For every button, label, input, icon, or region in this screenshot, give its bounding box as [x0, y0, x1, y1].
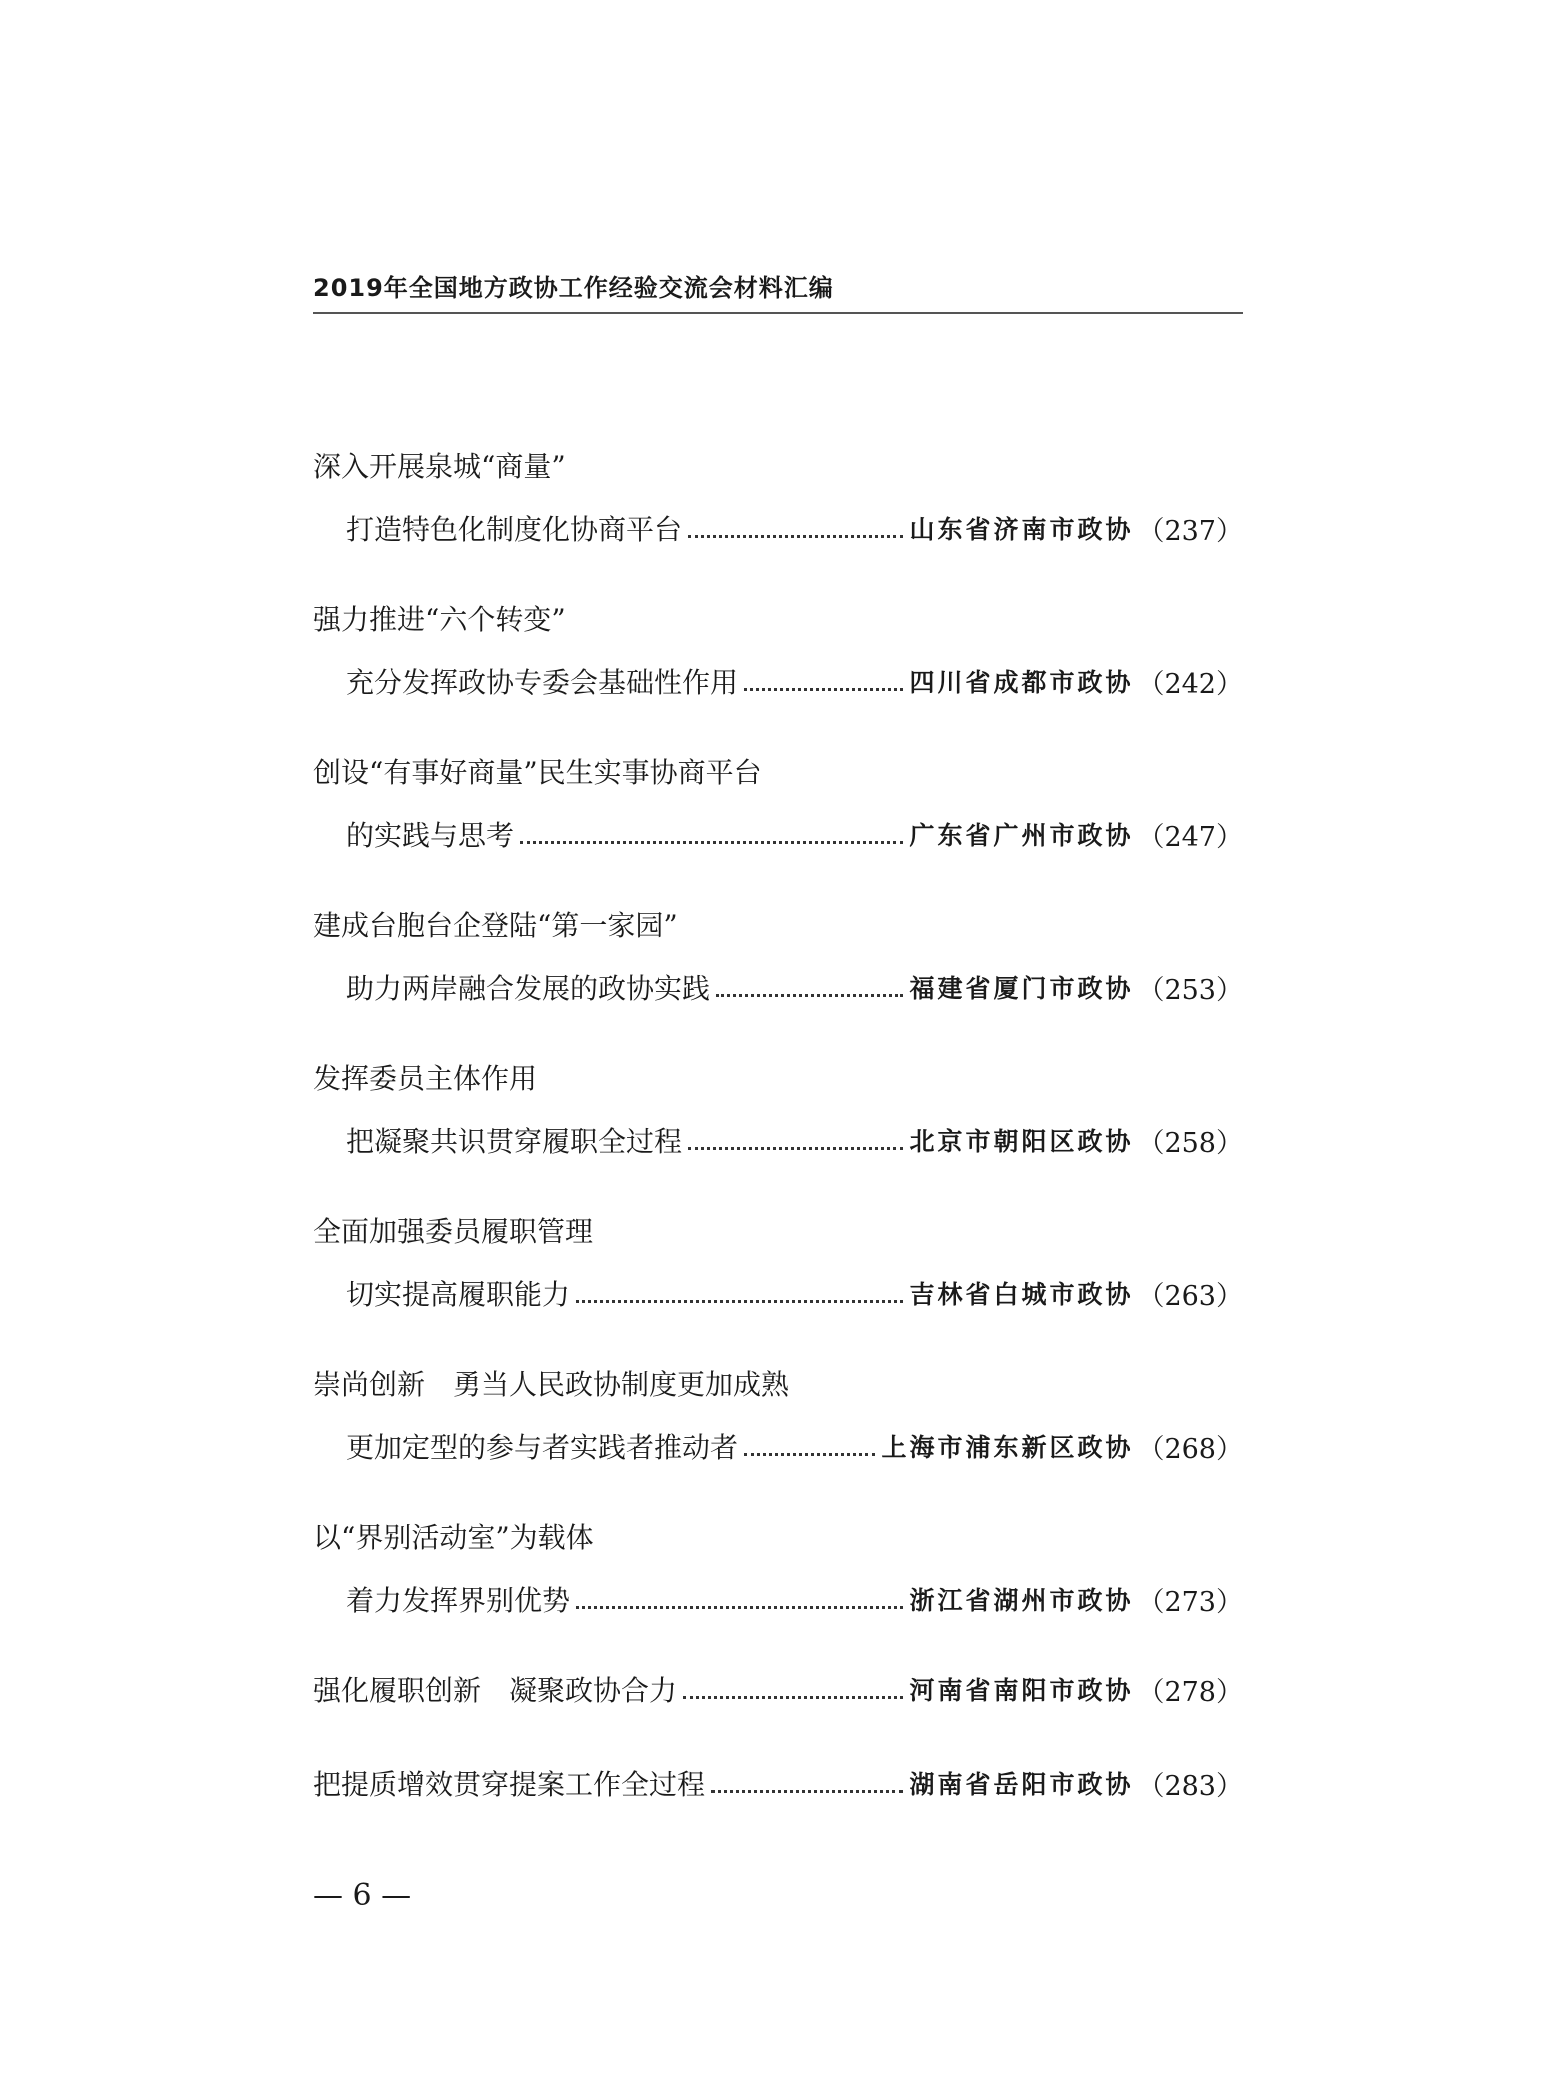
toc-entry-page: （283） [1137, 1770, 1243, 1802]
toc-entry-subtitle-line [313, 1574, 1243, 1624]
dot-leader [683, 1696, 903, 1699]
dot-leader [688, 1147, 903, 1150]
dot-leader [716, 994, 903, 997]
toc-entry-title-text: 强化履职创新 凝聚政协合力 [313, 1674, 678, 1707]
toc-entry-page: （268） [1137, 1433, 1243, 1465]
toc-entry-page: （258） [1137, 1127, 1243, 1159]
toc-entry-title [313, 1052, 1243, 1102]
dot-leader [688, 535, 903, 538]
toc-entry-title [313, 1358, 1243, 1408]
toc-entry-subtitle-line [313, 656, 1243, 706]
toc-entry-title [313, 593, 1243, 643]
toc-entry-page: （242） [1137, 668, 1243, 700]
toc-entry-source: 河南省南阳市政协 [909, 1676, 1134, 1705]
toc-entry-title-text: 以“界别活动室”为载体 [313, 1521, 594, 1554]
toc-entry-source: 上海市浦东新区政协 [881, 1433, 1134, 1462]
toc-entry-title [313, 899, 1243, 949]
toc-entry-page: （253） [1137, 974, 1243, 1006]
toc-entry-subtitle-text: 打造特色化制度化协商平台 [346, 513, 683, 546]
dot-leader [576, 1300, 903, 1303]
toc-entry-page: （247） [1137, 821, 1243, 853]
toc-entry-source: 广东省广州市政协 [909, 821, 1134, 850]
header-rule [313, 312, 1243, 314]
toc-entry-subtitle-text: 切实提高履职能力 [346, 1278, 571, 1311]
toc-entry-page: （278） [1137, 1676, 1243, 1708]
toc-entry-source: 浙江省湖州市政协 [909, 1586, 1134, 1615]
toc-entry-title-text: 创设“有事好商量”民生实事协商平台 [313, 756, 762, 789]
toc-entry-subtitle-text: 充分发挥政协专委会基础性作用 [346, 666, 739, 699]
toc-entry-subtitle-line [313, 1421, 1243, 1471]
toc-entry-subtitle-text: 着力发挥界别优势 [346, 1584, 571, 1617]
toc-entry-subtitle-text: 把凝聚共识贯穿履职全过程 [346, 1125, 683, 1158]
running-header [313, 272, 1243, 314]
toc-entry-source: 北京市朝阳区政协 [909, 1127, 1134, 1156]
toc-entry-subtitle-line [313, 962, 1243, 1012]
header-title: 2019年全国地方政协工作经验交流会材料汇编 [313, 274, 834, 302]
toc-entry-title [313, 1511, 1243, 1561]
toc-entry-page: （273） [1137, 1586, 1243, 1618]
toc-entry-subtitle-line [313, 503, 1243, 553]
toc-entry-subtitle-text: 助力两岸融合发展的政协实践 [346, 972, 711, 1005]
toc-entry-title-text: 强力推进“六个转变” [313, 603, 566, 636]
dot-leader [576, 1606, 903, 1609]
toc-entry-title [313, 440, 1243, 490]
toc-entry-title-text: 崇尚创新 勇当人民政协制度更加成熟 [313, 1368, 790, 1401]
dot-leader [744, 1453, 875, 1456]
toc-entry-title-text: 建成台胞台企登陆“第一家园” [313, 909, 678, 942]
toc-entry-page: （263） [1137, 1280, 1243, 1312]
toc-entry-subtitle-line [313, 1115, 1243, 1165]
dot-leader [711, 1790, 903, 1793]
toc-entry-source: 福建省厦门市政协 [909, 974, 1134, 1003]
toc-entry-title [313, 746, 1243, 796]
toc-entry-source: 山东省济南市政协 [909, 515, 1134, 544]
toc-entry-line [313, 1664, 1243, 1714]
toc-entry-subtitle-text: 的实践与思考 [346, 819, 515, 852]
toc-entry-subtitle-line [313, 1268, 1243, 1318]
toc-entry-source: 湖南省岳阳市政协 [909, 1770, 1134, 1799]
toc-entry-title-text: 深入开展泉城“商量” [313, 450, 566, 483]
dot-leader [744, 688, 903, 691]
dot-leader [520, 841, 903, 844]
toc-entry-page: （237） [1137, 515, 1243, 547]
toc-entry-line [313, 1758, 1243, 1808]
toc-entry-title-text: 把提质增效贯穿提案工作全过程 [313, 1768, 706, 1801]
toc-entry-subtitle-text: 更加定型的参与者实践者推动者 [346, 1431, 739, 1464]
toc-entry-title-text: 发挥委员主体作用 [313, 1062, 538, 1095]
toc-entry-subtitle-line [313, 809, 1243, 859]
toc-entry-title-text: 全面加强委员履职管理 [313, 1215, 594, 1248]
toc-entry-source: 四川省成都市政协 [909, 668, 1134, 697]
page-number: — 6 — [313, 1878, 412, 1913]
toc-entry-title [313, 1205, 1243, 1255]
toc-entry-source: 吉林省白城市政协 [909, 1280, 1134, 1309]
